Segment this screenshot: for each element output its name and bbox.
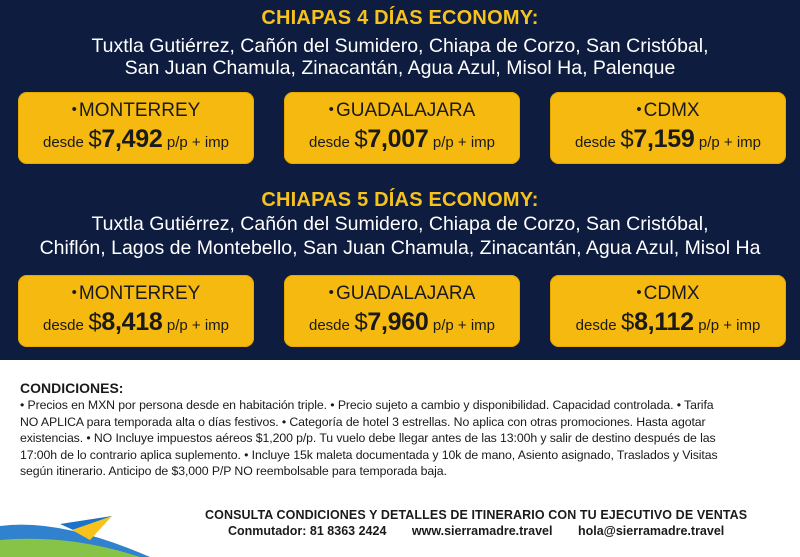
city-label: GUADALAJARA (335, 283, 476, 304)
price-amount: 7,960 (367, 308, 429, 336)
footer (0, 496, 800, 557)
phone-text: Conmutador: 81 8363 2424 (228, 524, 387, 538)
price-suffix: p/p + imp (432, 317, 496, 334)
price-amount: 8,418 (101, 308, 163, 336)
price-card-cdmx-5d (550, 275, 786, 347)
conditions-title: CONDICIONES: (20, 380, 124, 396)
package-1-title: CHIAPAS 4 DÍAS ECONOMY: (261, 7, 539, 29)
price-amount: 7,007 (367, 125, 429, 153)
bullet-icon: • (328, 284, 334, 301)
conditions-text (20, 397, 790, 480)
currency-sign: $ (620, 126, 634, 153)
email-link[interactable]: hola@sierramadre.travel (577, 524, 725, 538)
consult-text: CONSULTA CONDICIONES Y DETALLES DE ITINERARIO CON TU EJECUTIVO DE VENTAS (205, 508, 748, 522)
conditions-line: • Precios en MXN por persona desde en habitación triple. • Precio sujeto a cambio y disponibilidad. Capacidad controlada. • Tarifa (20, 398, 714, 412)
currency-sign: $ (621, 309, 635, 336)
price-amount: 7,492 (101, 125, 163, 153)
bullet-icon: • (71, 101, 77, 118)
city-label: MONTERREY (78, 100, 201, 121)
bullet-icon: • (636, 101, 642, 118)
package-1-route-line-1: Tuxtla Gutiérrez, Cañón del Sumidero, Chiapa de Corzo, San Cristóbal, (91, 35, 709, 57)
currency-sign: $ (354, 126, 368, 153)
sierra-madre-logo-icon (0, 496, 150, 557)
price-card-cdmx-4d (550, 92, 786, 164)
city-label: CDMX (643, 283, 700, 304)
currency-sign: $ (88, 309, 102, 336)
price-card-monterrey-5d (18, 275, 254, 347)
conditions-line: existencias. • NO Incluye impuestos aéreos $1,200 p/p. Tu vuelo debe llegar antes de las 13:00h y salir de destino después de las (20, 431, 716, 446)
price-suffix: p/p + imp (698, 317, 761, 334)
price-prefix: desde (574, 134, 616, 151)
price-card-guadalajara-5d (284, 275, 520, 347)
currency-sign: $ (354, 309, 368, 336)
conditions-line: según itinerario. Anticipo de $3,000 P/P NO reembolsable para temporada baja. (20, 464, 447, 479)
price-prefix: desde (42, 317, 84, 334)
package-2-title: CHIAPAS 5 DÍAS ECONOMY: (261, 189, 539, 211)
conditions-block (20, 380, 790, 480)
price-prefix: desde (308, 317, 350, 334)
conditions-line: 17:00h de lo contrario aplica suplemento. • Incluye 15k maleta documentada y 10k de mano, Asiento asignado, Traslados y Visitas (20, 447, 718, 462)
price-amount: 7,159 (633, 125, 695, 153)
price-prefix: desde (42, 134, 84, 151)
price-suffix: p/p + imp (698, 134, 762, 151)
price-amount: 8,112 (634, 308, 694, 336)
city-label: GUADALAJARA (335, 100, 476, 121)
price-prefix: desde (575, 317, 617, 334)
package-2-route-line-1: Tuxtla Gutiérrez, Cañón del Sumidero, Chiapa de Corzo, San Cristóbal, (91, 213, 709, 235)
bullet-icon: • (636, 284, 642, 301)
price-suffix: p/p + imp (432, 134, 496, 151)
price-card-guadalajara-4d (284, 92, 520, 164)
contact-line (228, 524, 746, 538)
package-1-route-line-2: San Juan Chamula, Zinacantán, Agua Azul, Misol Ha, Palenque (124, 57, 676, 79)
city-label: CDMX (643, 100, 700, 121)
package-2-route-line-2: Chiflón, Lagos de Montebello, San Juan Chamula, Zinacantán, Agua Azul, Misol Ha (39, 237, 761, 259)
price-suffix: p/p + imp (166, 134, 230, 151)
bullet-icon: • (71, 284, 77, 301)
price-card-monterrey-4d (18, 92, 254, 164)
price-prefix: desde (308, 134, 350, 151)
bullet-icon: • (328, 101, 334, 118)
currency-sign: $ (88, 126, 102, 153)
conditions-line: NO APLICA para temporada alta o días festivos. • Categoría de hotel 3 estrellas. No aplica con otras promociones. Hasta agotar (20, 414, 706, 429)
website-link[interactable]: www.sierramadre.travel (411, 524, 553, 538)
city-label: MONTERREY (78, 283, 201, 304)
price-suffix: p/p + imp (166, 317, 230, 334)
